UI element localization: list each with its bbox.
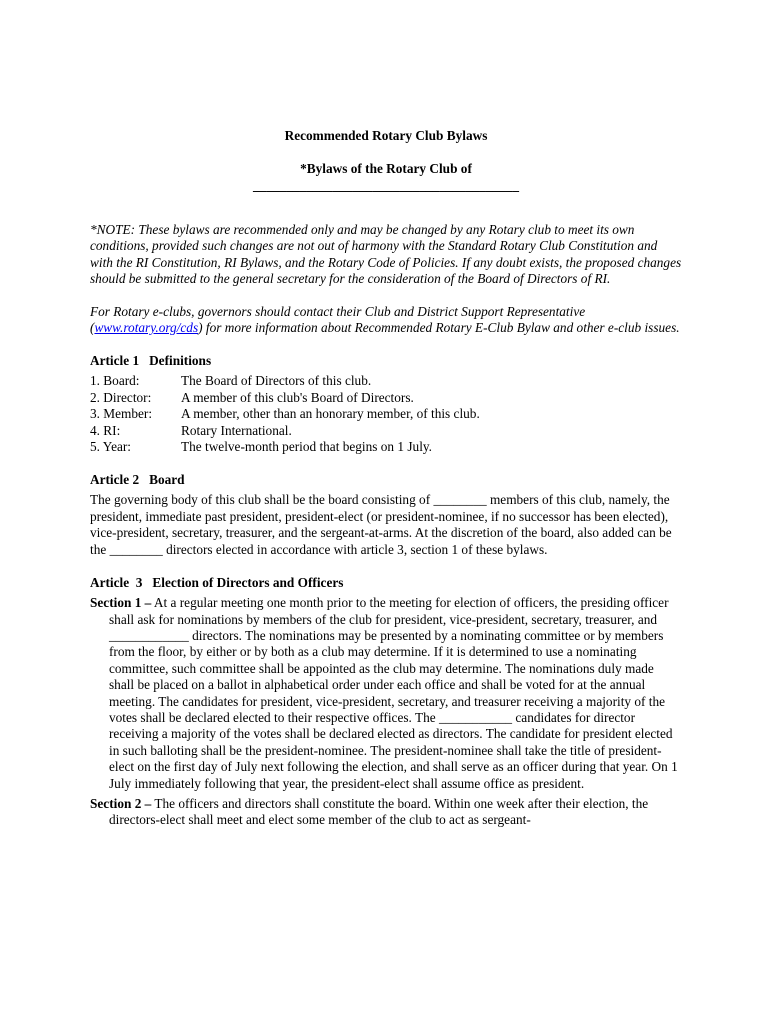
article-2-heading: Article 2 Board bbox=[90, 472, 185, 488]
definition-text: Rotary International. bbox=[181, 422, 292, 438]
definition-row bbox=[90, 373, 682, 389]
definitions-list bbox=[90, 373, 682, 455]
section-text: The officers and directors shall constitute the board. Within one week after their election, the directors-elect shall meet and elect some member of the club to act as sergeant- bbox=[109, 795, 649, 828]
document-title: Recommended Rotary Club Bylaws bbox=[284, 128, 488, 143]
definition-term: 1. Board: bbox=[90, 373, 140, 389]
article-1-heading: Article 1 Definitions bbox=[90, 353, 212, 369]
definition-row bbox=[90, 406, 682, 422]
definition-term: 2. Director: bbox=[90, 389, 152, 405]
section-label: Section 1 – bbox=[90, 595, 152, 611]
definition-term: 4. RI: bbox=[90, 422, 121, 438]
definition-row bbox=[90, 423, 682, 439]
definition-term: 5. Year: bbox=[90, 439, 132, 455]
definition-text: The twelve-month period that begins on 1 July. bbox=[181, 439, 432, 455]
club-name-blank: ________________________________________ bbox=[253, 178, 519, 193]
note-paragraph: *NOTE: These bylaws are recommended only and may be changed by any Rotary club to meet its own conditions, provided such changes are not out of harmony with the Standard Rotary Club Constitution and with the RI Constitution, RI Bylaws, and the Rotary Code of Policies. If any doubt exists, the proposed changes should be submitted to the general secretary for the consideration of the Board of Directors of RI. bbox=[90, 222, 682, 287]
definition-term: 3. Member: bbox=[90, 406, 153, 422]
article-2-text: The governing body of this club shall be the board consisting of ________ members of this club, namely, the president, immediate past president, president-elect (or president-nominee, if no successor has been elected), vice-president, secretary, treasurer, and the sergeant-at-arms. At the discretion of the board, also added can be the ________ directors elected in accordance with article 3, section 1 of these bylaws. bbox=[90, 492, 672, 557]
definition-text: A member, other than an honorary member, of this club. bbox=[181, 406, 480, 422]
definition-text: A member of this club's Board of Directors. bbox=[181, 389, 414, 405]
article-3-heading: Article 3 Election of Directors and Officers bbox=[90, 575, 344, 591]
section-label: Section 2 – bbox=[90, 795, 152, 811]
definition-row bbox=[90, 439, 682, 455]
definition-row bbox=[90, 390, 682, 406]
eclub-text-before: For Rotary e-clubs, governors should contact their Club and District Support Representative ( bbox=[90, 303, 586, 336]
eclub-paragraph bbox=[90, 304, 682, 337]
section-text: At a regular meeting one month prior to the meeting for election of officers, the presiding officer shall ask for nominations by members of the club for president, vice-president, secretary, treasurer, and ____________ directors. The nominations may be presented by a nominating committee or by members from the floor, by either or by both as a club may determine. If it is determined to use a nominating committee, such committee shall be appointed as the club may determine. The nominations duly made shall be placed on a ballot in alphabetical order under each office and shall be voted for at the annual meeting. The candidates for president, vice-president, secretary, and treasurer receiving a majority of the votes shall be declared elected to their respective offices. The ___________ candidates for director receiving a majority of the votes shall be declared elected as directors. The candidate for president elected in such balloting shall be the president-nominee. The president-nominee shall take the title of president-elect on the first day of July next following the election, and shall serve as an officer during that year. On 1 July immediately following that year, the president-elect shall assume office as president. bbox=[109, 595, 678, 791]
document-content bbox=[90, 127, 682, 829]
eclub-text-after: ) for more information about Recommended Rotary E-Club Bylaw and other e-club issues. bbox=[198, 320, 680, 336]
article-3-section-1 bbox=[90, 595, 682, 792]
cds-link[interactable]: www.rotary.org/cds bbox=[94, 320, 199, 336]
document-subtitle: *Bylaws of the Rotary Club of bbox=[300, 161, 472, 176]
definition-text: The Board of Directors of this club. bbox=[181, 373, 372, 389]
article-3-section-2 bbox=[90, 796, 682, 829]
